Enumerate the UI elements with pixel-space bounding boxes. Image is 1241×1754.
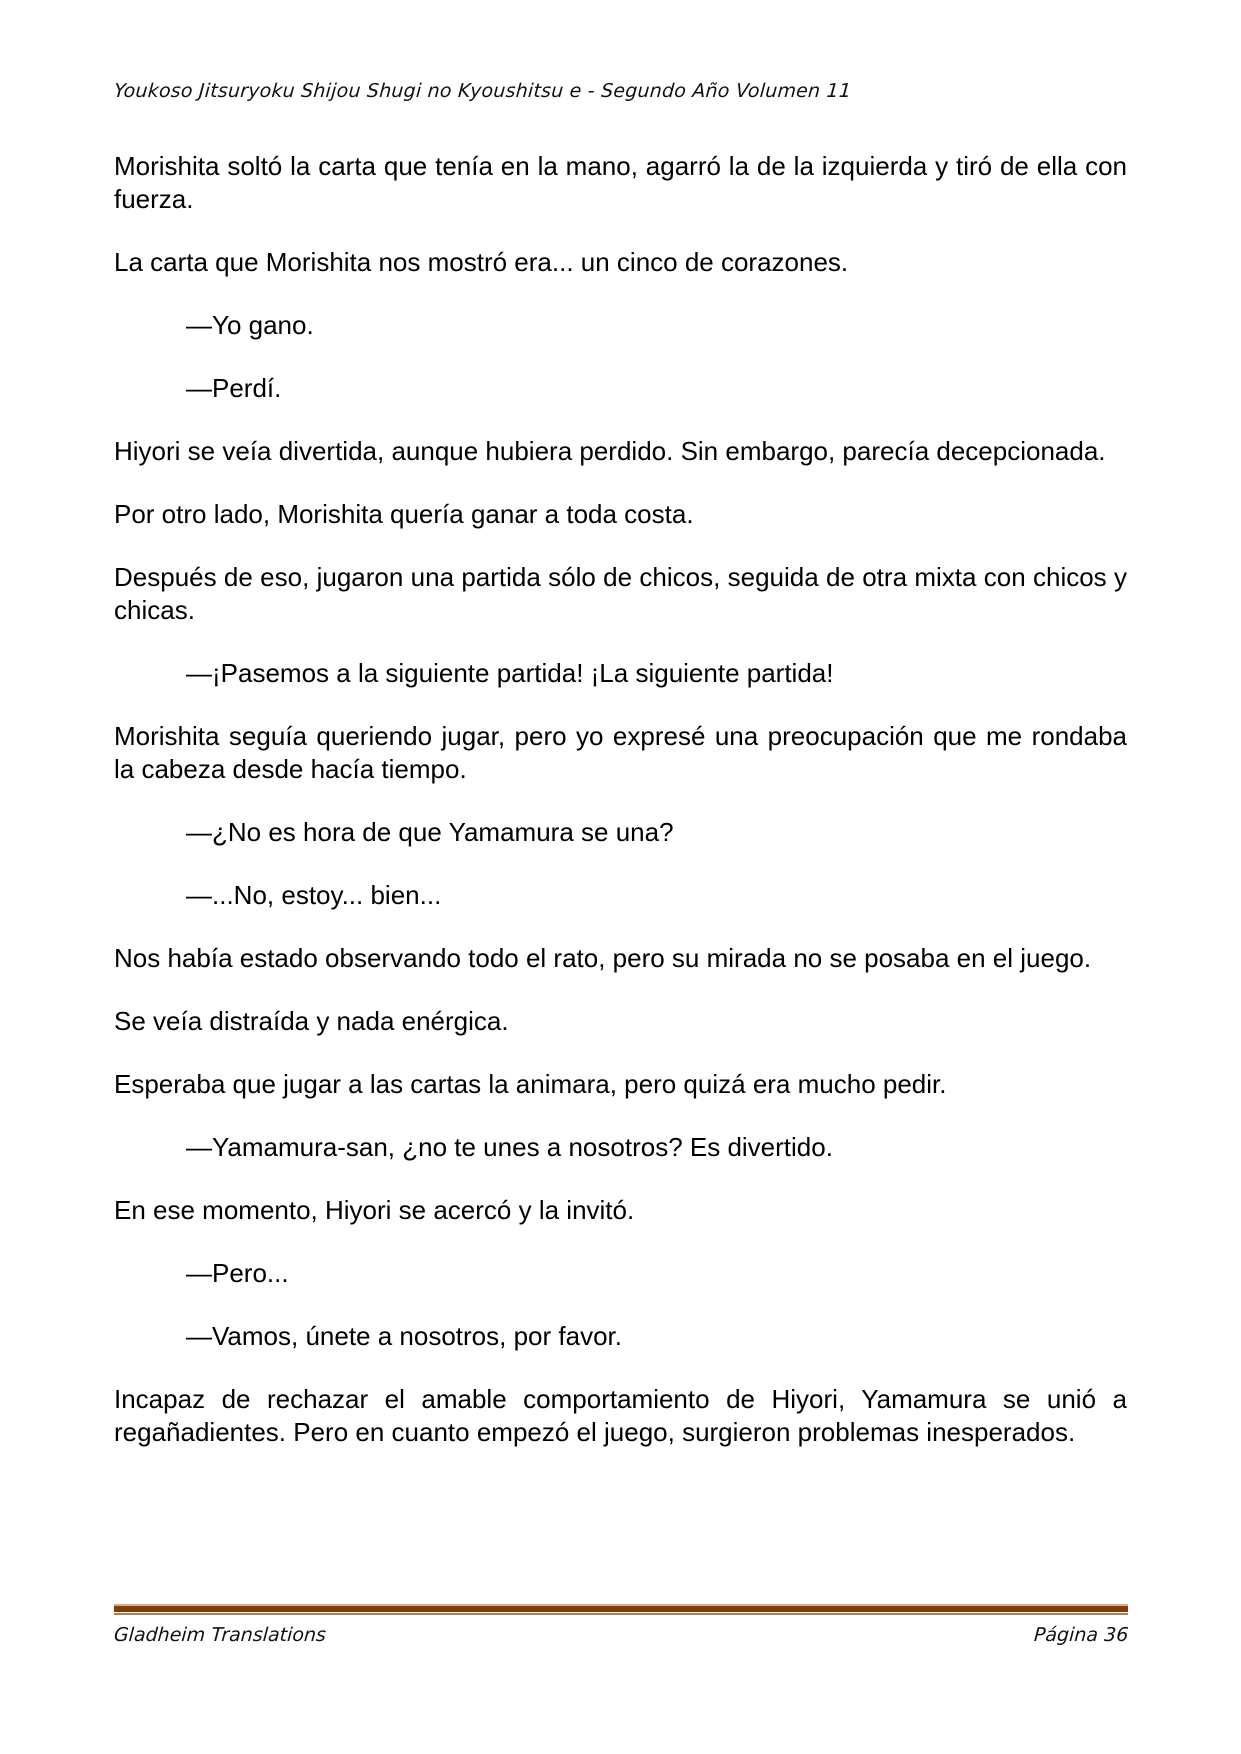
dialogue-line: —Yamamura-san, ¿no te unes a nosotros? Es divertido. bbox=[186, 1132, 833, 1162]
footer-credit: Gladheim Translations bbox=[113, 1624, 327, 1646]
dialogue-line: —Pero... bbox=[186, 1258, 289, 1288]
paragraph: Nos había estado observando todo el rato, pero su mirada no se posaba en el juego. bbox=[114, 943, 1092, 973]
page-body bbox=[114, 150, 1127, 1479]
footer-rule bbox=[114, 1606, 1128, 1612]
paragraph: Después de eso, jugaron una partida sólo de chicos, seguida de otra mixta con chicos y chicas. bbox=[114, 562, 1127, 625]
paragraph: Hiyori se veía divertida, aunque hubiera perdido. Sin embargo, parecía decepcionada. bbox=[114, 436, 1106, 466]
dialogue-line: —Perdí. bbox=[186, 373, 282, 403]
dialogue-line: —Vamos, únete a nosotros, por favor. bbox=[186, 1321, 622, 1351]
footer-rule-light-bottom bbox=[114, 1613, 1128, 1615]
paragraph: Se veía distraída y nada enérgica. bbox=[114, 1006, 509, 1036]
paragraph: La carta que Morishita nos mostró era... un cinco de corazones. bbox=[114, 247, 849, 277]
paragraph: Morishita seguía queriendo jugar, pero yo expresé una preocupación que me rondaba la cabeza desde hacía tiempo. bbox=[114, 721, 1127, 784]
paragraph: Por otro lado, Morishita quería ganar a toda costa. bbox=[114, 499, 694, 529]
paragraph: En ese momento, Hiyori se acercó y la invitó. bbox=[114, 1195, 635, 1225]
dialogue-line: —...No, estoy... bien... bbox=[186, 880, 442, 910]
dialogue-line: —Yo gano. bbox=[186, 310, 314, 340]
paragraph: Morishita soltó la carta que tenía en la mano, agarró la de la izquierda y tiró de ella con fuerza. bbox=[114, 151, 1127, 214]
paragraph: Esperaba que jugar a las cartas la animara, pero quizá era mucho pedir. bbox=[114, 1069, 947, 1099]
dialogue-line: —¡Pasemos a la siguiente partida! ¡La siguiente partida! bbox=[186, 658, 834, 688]
running-header: Youkoso Jitsuryoku Shijou Shugi no Kyoushitsu e - Segundo Año Volumen 11 bbox=[113, 80, 852, 102]
page-number: Página 36 bbox=[1032, 1624, 1129, 1646]
paragraph: Incapaz de rechazar el amable comportamiento de Hiyori, Yamamura se unió a regañadientes. Pero en cuanto empezó el juego, surgieron problemas inesperados. bbox=[114, 1384, 1127, 1447]
page-footer bbox=[114, 1624, 1128, 1646]
dialogue-line: —¿No es hora de que Yamamura se una? bbox=[186, 817, 674, 847]
